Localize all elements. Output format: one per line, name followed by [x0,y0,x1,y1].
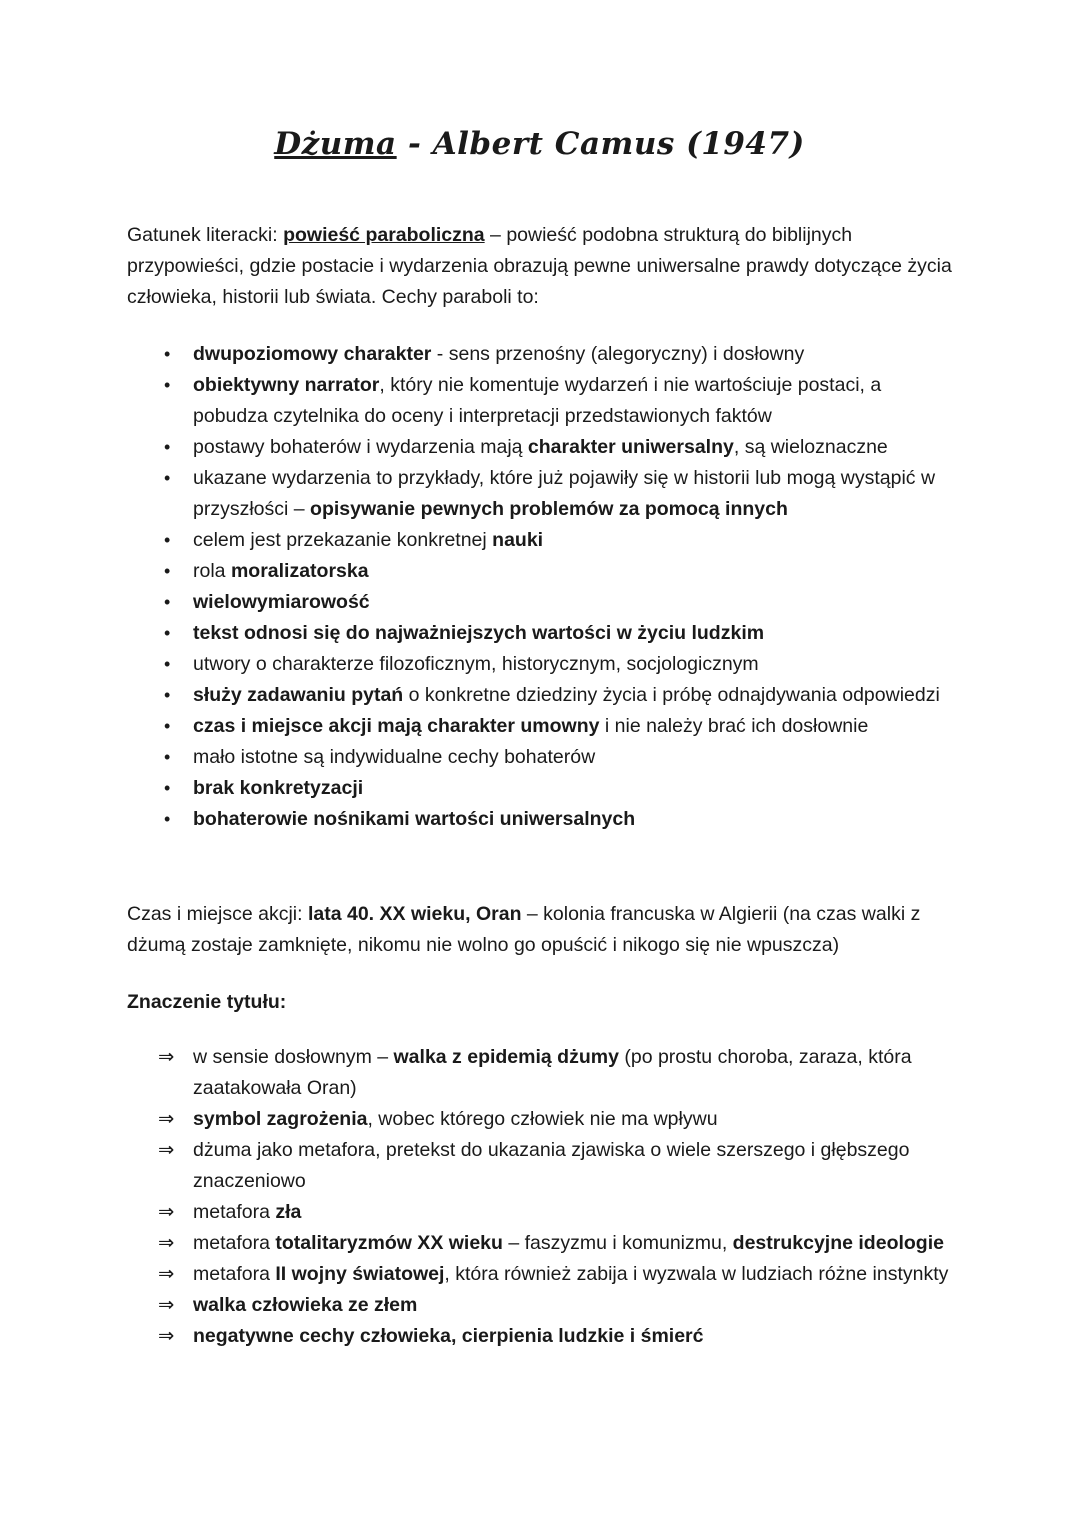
text-segment: metafora [193,1201,276,1223]
arrow-bullet-icon: ⇒ [158,1294,175,1316]
text-segment: wielowymiarowość [193,591,370,613]
list-item-text [193,1228,952,1259]
parabola-features-list [127,339,952,835]
list-item [164,804,952,835]
list-item [164,525,952,556]
arrow-bullet-icon: ⇒ [158,1232,175,1254]
list-item-text [193,773,952,804]
dot-bullet-icon: • [164,685,171,705]
text-segment: bohaterowie nośnikami wartości uniwersalnych [193,808,636,830]
list-item [158,1197,952,1228]
text-segment: (po prostu choroba, zaraza, która zaatakowała Oran) [193,1046,912,1099]
text-segment: – faszyzmu i komunizmu, [502,1232,733,1254]
text-segment: Czas i miejsce akcji: [127,903,308,925]
arrow-bullet-icon: ⇒ [158,1108,175,1130]
arrow-bullet-icon: ⇒ [158,1325,175,1347]
list-item-text [193,742,952,773]
list-item-text [193,804,952,835]
list-item-text [193,1042,952,1104]
list-item [164,339,952,370]
text-segment: Gatunek literacki: [127,224,284,246]
text-segment: opisywanie pewnych problemów za pomocą innych [310,498,788,520]
text-segment: metafora [193,1263,276,1285]
text-segment: celem jest przekazanie konkretnej [193,529,493,551]
text-segment: i nie należy brać ich dosłownie [599,715,869,737]
text-segment: brak konkretyzacji [193,777,364,799]
list-item-text [193,680,952,711]
list-item-text [193,1104,952,1135]
dot-bullet-icon: • [164,654,171,674]
list-item [164,649,952,680]
list-item [158,1321,952,1352]
title-meaning-heading: Znaczenie tytułu: [127,991,287,1013]
dot-bullet-icon: • [164,747,171,767]
text-segment: tekst odnosi się do najważniejszych wartości w życiu ludzkim [193,622,765,644]
text-segment: II wojny światowej [275,1263,445,1285]
text-segment: mało istotne są indywidualne cechy bohaterów [193,746,596,768]
list-item-text [193,1197,952,1228]
text-segment: , która również zabija i wyzwala w ludziach różne instynkty [444,1263,949,1285]
text-segment: powieść paraboliczna [283,224,485,246]
dot-bullet-icon: • [164,344,171,364]
text-segment: o konkretne dziedziny życia i próbę odnajdywania odpowiedzi [403,684,940,706]
text-segment: dwupoziomowy charakter [193,343,432,365]
list-item [164,773,952,804]
dot-bullet-icon: • [164,530,171,550]
list-item [164,587,952,618]
dot-bullet-icon: • [164,561,171,581]
title-meaning-list [127,1042,952,1352]
text-segment: lata 40. XX wieku, Oran [307,903,522,925]
dot-bullet-icon: • [164,809,171,829]
dot-bullet-icon: • [164,623,171,643]
text-segment: moralizatorska [230,560,369,582]
list-item [164,742,952,773]
list-item [164,432,952,463]
list-item-text [193,711,952,742]
text-segment: w sensie dosłownym – [193,1046,394,1068]
document-title [127,126,952,162]
list-item [158,1290,952,1321]
text-segment: , wobec którego człowiek nie ma wpływu [367,1108,718,1130]
text-segment: nauki [492,529,544,551]
dot-bullet-icon: • [164,592,171,612]
text-segment: - sens przenośny (alegoryczny) i dosłowny [431,343,805,365]
text-segment: - Albert Camus (1947) [396,126,805,162]
text-segment: totalitaryzmów XX wieku [275,1232,503,1254]
text-segment: , który nie komentuje wydarzeń i nie wartościuje postaci, a pobudza czytelnika do oceny i interpretacji przedstawionych faktów [193,374,882,427]
list-item [164,370,952,432]
text-segment: – powieść podobna strukturą do biblijnych przypowieści, gdzie postacie i wydarzenia obrazują pewne uniwersalne prawdy dotyczące życia człowieka, historii lub świata. Cechy paraboli to: [127,224,952,308]
text-segment: dżuma jako metafora, pretekst do ukazania zjawiska o wiele szerszego i głębszego znaczeniowo [193,1139,910,1192]
text-segment: negatywne cechy człowieka, cierpienia ludzkie i śmierć [193,1325,704,1347]
list-item [164,618,952,649]
list-item [164,711,952,742]
text-segment: utwory o charakterze filozoficznym, historycznym, socjologicznym [193,653,759,675]
dot-bullet-icon: • [164,716,171,736]
arrow-bullet-icon: ⇒ [158,1046,175,1068]
genre-intro-paragraph [127,220,952,313]
list-item-text [193,649,952,680]
dot-bullet-icon: • [164,778,171,798]
list-item-text [193,618,952,649]
text-segment: Dżuma [274,126,397,162]
list-item-text [193,339,952,370]
text-segment: charakter uniwersalny [527,436,734,458]
list-item [158,1135,952,1197]
list-item [158,1104,952,1135]
dot-bullet-icon: • [164,375,171,395]
list-item [164,680,952,711]
text-segment: obiektywny narrator [193,374,380,396]
dot-bullet-icon: • [164,468,171,488]
text-segment: walka z epidemią dżumy [393,1046,619,1068]
dot-bullet-icon: • [164,437,171,457]
list-item-text [193,525,952,556]
arrow-bullet-icon: ⇒ [158,1201,175,1223]
list-item-text [193,1135,952,1197]
text-segment: postawy bohaterów i wydarzenia mają [193,436,528,458]
list-item-text [193,370,952,432]
list-item-text [193,587,952,618]
text-segment: służy zadawaniu pytań [193,684,404,706]
text-segment: ukazane wydarzenia to przykłady, które już pojawiły się w historii lub mogą wystąpić w przyszłości – [193,467,936,520]
list-item [158,1259,952,1290]
arrow-bullet-icon: ⇒ [158,1139,175,1161]
list-item [158,1228,952,1259]
text-segment: walka człowieka ze złem [193,1294,418,1316]
list-item-text [193,1259,952,1290]
list-item-text [193,432,952,463]
text-segment: destrukcyjne ideologie [732,1232,944,1254]
list-item-text [193,1321,952,1352]
list-item-text [193,463,952,525]
text-segment: – kolonia francuska w Algierii (na czas walki z dżumą zostaje zamknięte, nikomu nie wolno go opuścić i nikogo się nie wpuszcza) [127,903,921,956]
list-item [158,1042,952,1104]
text-segment: metafora [193,1232,276,1254]
list-item-text [193,556,952,587]
arrow-bullet-icon: ⇒ [158,1263,175,1285]
list-item-text [193,1290,952,1321]
time-place-paragraph [127,899,952,961]
text-segment: zła [275,1201,302,1223]
text-segment: , są wieloznaczne [733,436,888,458]
text-segment: rola [193,560,231,582]
list-item [164,463,952,525]
text-segment: czas i miejsce akcji mają charakter umowny [193,715,600,737]
text-segment: symbol zagrożenia [193,1108,368,1130]
list-item [164,556,952,587]
